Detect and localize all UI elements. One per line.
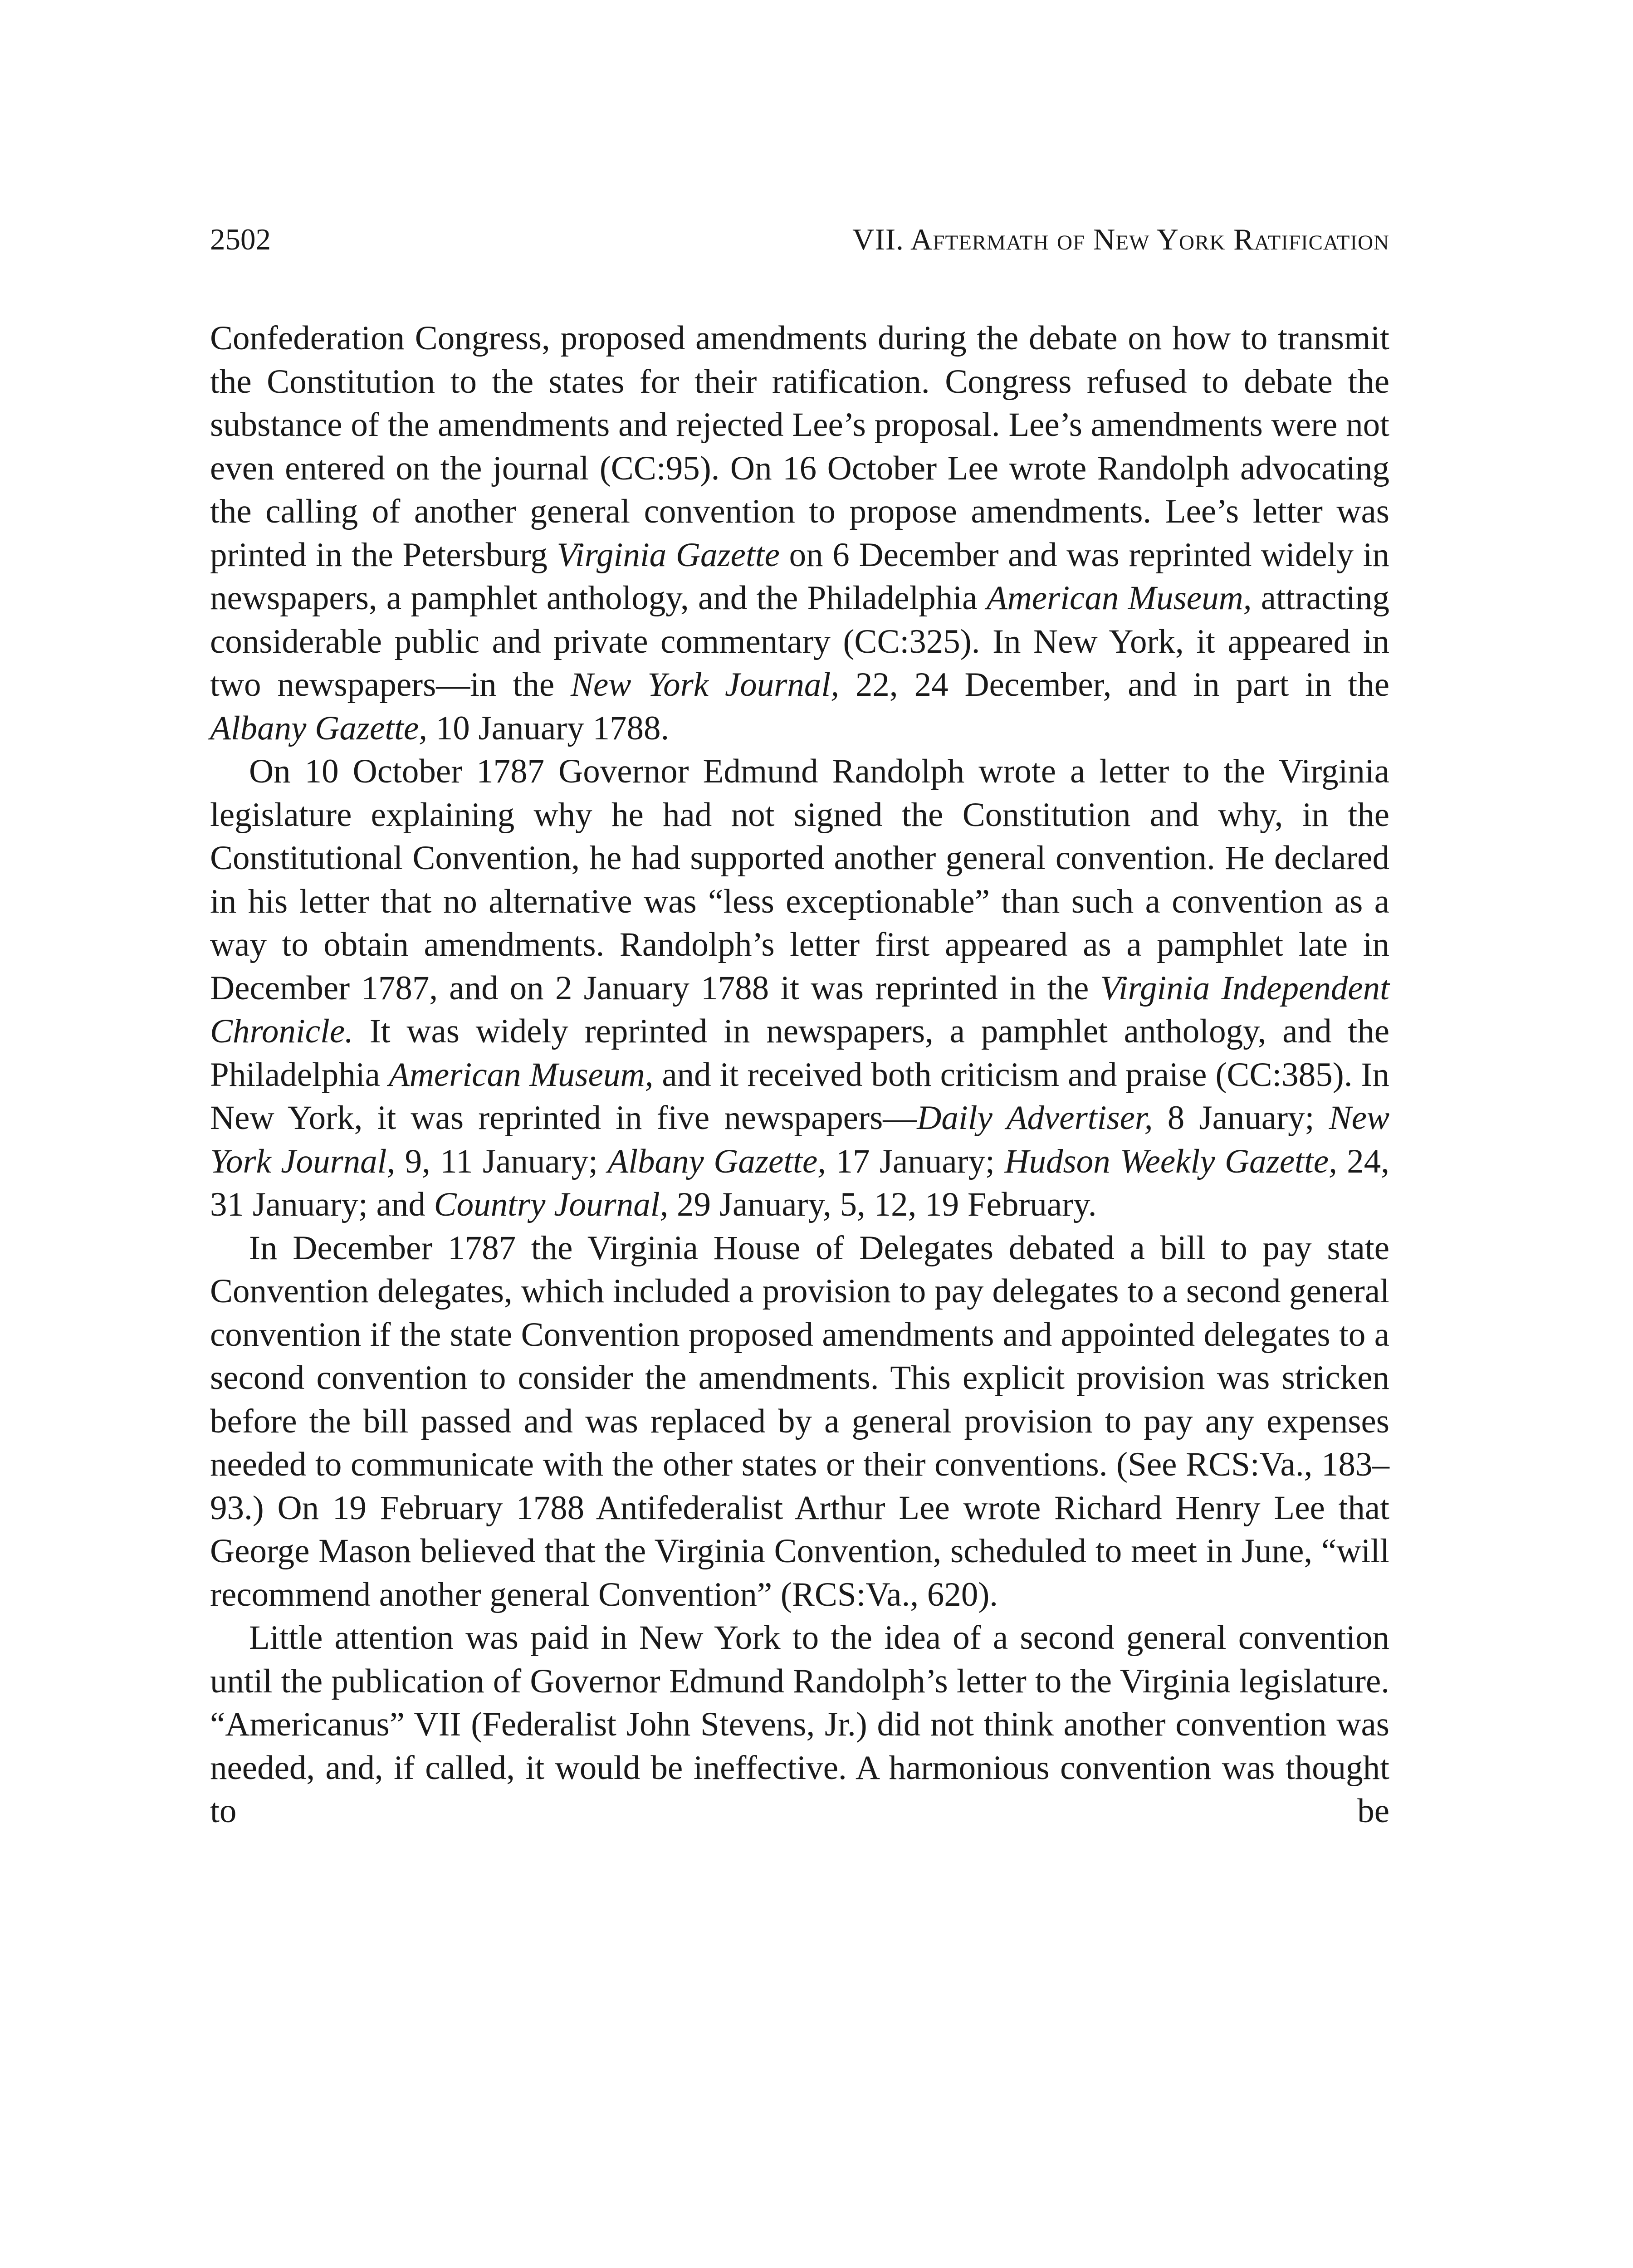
- italic-title-run: American Museum,: [986, 579, 1252, 617]
- text-run: on 6 December and was reprinted widely in newspapers, a pamphlet anthology, and the Philadelphia: [210, 536, 1390, 617]
- document-page: [210, 213, 1389, 1833]
- text-run: Little attention was paid in New York to the idea of a second general convention until the publication of Governor Edmund Randolph’s letter to the Virginia legislature. “Americanus” VII (Federalist John Stevens, Jr.) did not think another convention was needed, and, if called, it would be ineffective. A harmonious convention was thought to be: [210, 1619, 1389, 1830]
- text-run: In December 1787 the Virginia House of Delegates debated a bill to pay state Convention delegates, which included a provision to pay delegates to a second general convention if the state Convention proposed amendments and appointed delegates to a second convention to consider the amendments. This explicit provision was stricken before the bill passed and was replaced by a general provision to pay any expenses needed to communicate with the other states or their conventions. (See RCS:Va., 183–93.) On 19 February 1788 Antifederalist Arthur Lee wrote Richard Henry Lee that George Mason believed that the Virginia Convention, scheduled to meet in June, “will recommend another general Convention” (RCS:Va., 620).: [210, 1229, 1389, 1613]
- section-title: VII. Aftermath of New York Ratification: [852, 223, 1389, 256]
- text-run: On 10 October 1787 Governor Edmund Randolph wrote a letter to the Virginia legislature explaining why he had not signed the Constitution and why, in the Constitutional Convention, he had supported another general convention. He declared in his letter that no alternative was “less exceptionable” than such a convention as a way to obtain amendments. Randolph’s letter first appeared as a pamphlet late in December 1787, and on 2 January 1788 it was reprinted in the: [210, 753, 1389, 1007]
- text-run: 17 January;: [826, 1142, 1005, 1180]
- italic-title-run: New York Journal,: [210, 1099, 1390, 1180]
- italic-title-run: New York Journal,: [571, 666, 840, 704]
- text-run: It was widely reprinted in newspapers, a pamphlet anthology, and the Philadelphia: [210, 1012, 1389, 1094]
- italic-title-run: American Museum,: [388, 1056, 654, 1094]
- italic-title-run: Albany Gazette,: [210, 709, 428, 747]
- italic-title-run: Albany Gazette,: [607, 1142, 826, 1180]
- text-run: 24, 31 January; and: [210, 1142, 1390, 1223]
- italic-title-run: Virginia Independent Chronicle.: [210, 969, 1390, 1050]
- text-run: 29 January, 5, 12, 19 February.: [668, 1186, 1097, 1223]
- text-run: and it received both criticism and praise (CC:385). In New York, it was reprinted in five newspapers—: [210, 1056, 1390, 1137]
- text-run: 8 January;: [1153, 1099, 1329, 1137]
- text-run: 22, 24 December, and in part in the: [839, 666, 1390, 704]
- paragraph: [210, 750, 1389, 1227]
- italic-title-run: Country Journal,: [434, 1186, 669, 1223]
- running-head: [210, 213, 1389, 268]
- text-run: attracting considerable public and private commentary (CC:325). In New York, it appeared in two newspapers—in the: [210, 579, 1389, 704]
- paragraph: [210, 1227, 1389, 1617]
- page-number: 2502: [210, 223, 271, 256]
- italic-title-run: Virginia Gazette: [557, 536, 780, 574]
- text-run: Confederation Congress, proposed amendments during the debate on how to transmit the Constitution to the states for their ratification. Congress refused to debate the substance of the amendments and rejected Lee’s proposal. Lee’s amendments were not even entered on the journal (CC:95). On 16 October Lee wrote Randolph advocating the calling of another general convention to propose amendments. Lee’s letter was printed in the Petersburg: [210, 319, 1389, 574]
- paragraph: [210, 317, 1389, 750]
- text-run: 9, 11 January;: [395, 1142, 608, 1180]
- text-run: 10 January 1788.: [427, 709, 670, 747]
- italic-title-run: Hudson Weekly Gazette,: [1004, 1142, 1337, 1180]
- italic-title-run: Daily Advertiser,: [917, 1099, 1153, 1137]
- paragraph: [210, 1616, 1389, 1833]
- body-text: [210, 317, 1389, 1833]
